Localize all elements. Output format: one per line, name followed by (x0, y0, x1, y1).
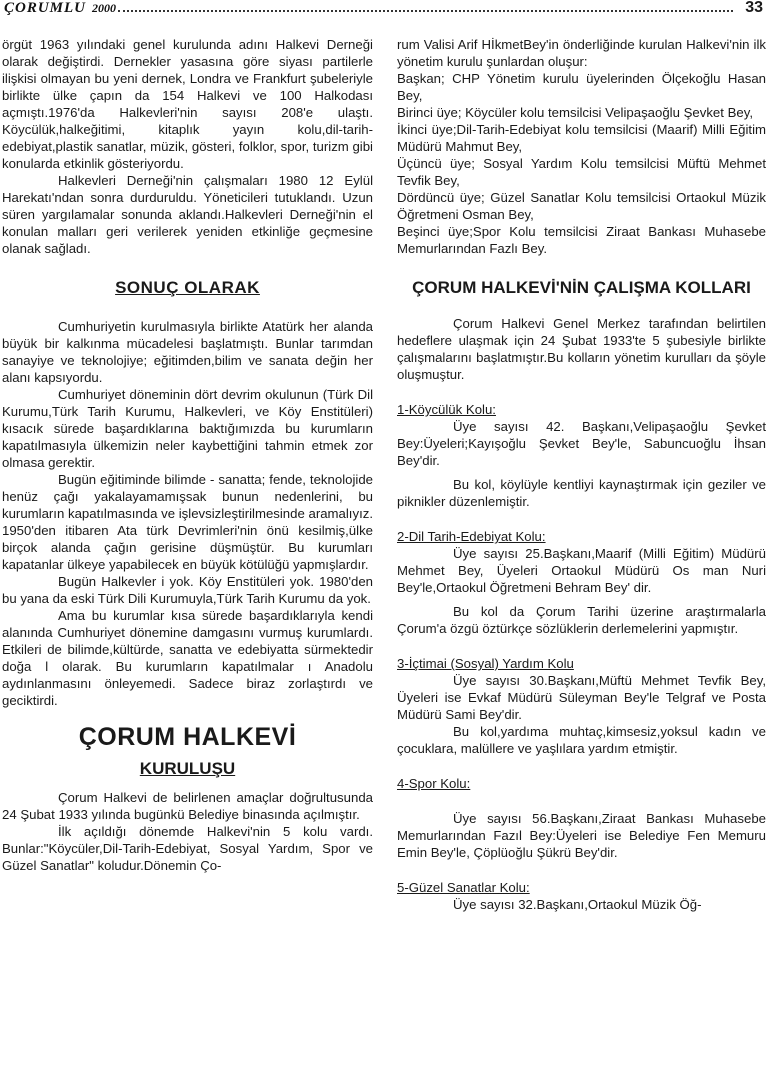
magazine-brand (4, 0, 116, 17)
board-member: Üçüncü üye; Sosyal Yardım Kolu temsilcisi Müftü Mehmet Tevfik Bey, (397, 156, 766, 188)
brand-year: 2000 (92, 1, 117, 15)
section-heading-kurulusu: KURULUŞU (139, 759, 236, 778)
subheading-guzel-sanatlar: 5-Güzel Sanatlar Kolu: (397, 880, 530, 895)
board-member: Dördüncü üye; Güzel Sanatlar Kolu temsilcisi Ortaokul Müzik Öğretmeni Osman Bey, (397, 190, 766, 222)
paragraph: Cumhuriyet döneminin dört devrim okulunun (Türk Dil Kurumu,Türk Tarih Kurumu, Halkevleri, ve Köy Enstitüleri) kısacık sürede başardıklarına baktığımızda bu kurumların kapatılmasıyla ülkemizin neler kaybettiğini tahmin etmek zor olmasa gerektir. (2, 387, 373, 470)
paragraph: Bugün eğitiminde bilimde - sanatta; fende, teknolojide henüz çağı yakalayamamışsak bunun nedenlerini, bu kurumların kapatılmasında ve işlevsizleştirilmesinde aramalıyız. 1950'den itibaren Ata türk Devrimleri'nin önü kesilmiş,ülke birçok alanda çağın gerisine düşmüştür. Bu kurumları kapatanlar ülkeye yapabilecek en büyük kötülüğü yapmışlardır. (2, 472, 373, 572)
brand-name: ÇORUMLU (4, 0, 87, 16)
subheading-sosyal-yardim: 3-İçtimai (Sosyal) Yardım Kolu (397, 656, 574, 671)
right-column (397, 36, 766, 913)
board-member: Beşinci üye;Spor Kolu temsilcisi Ziraat Bankası Muhasebe Memurlarından Fazlı Bey. (397, 224, 766, 256)
paragraph: Üye sayısı 30.Başkanı,Müftü Mehmet Tevfik Bey, Üyeleri ise Evkaf Müdürü Süleyman Bey'le Telgraf ve Posta Müdürü Sami Bey'dir. (397, 673, 766, 722)
section-heading-corum-halkevi: ÇORUM HALKEVİ (78, 723, 297, 751)
paragraph: örgüt 1963 yılındaki genel kurulunda adını Halkevi Derneği olarak değiştirdi. Dernekler yasasına göre siyası partilerle ilişkisi olmayan bu yeni dernek, Londra ve Frankfurt şubeleriyle birlikte ülke çapın da 154 Halkevi ve 100 Halkodası açmıştı.1976'da Halkevleri'nin sayısı 208'e ulaştı. Köycülük,halkeğitimi, kitaplık yayın kolu,dil-tarih-edebiyat,plastik sanatlar, müzik, gösteri, folklor, spor, turizm gibi konularda etkinlik gösteriyordu. (2, 37, 373, 171)
paragraph: Bu kol da Çorum Tarihi üzerine araştırmalarla Çorum'a özgü öztürkçe sözlüklerin derlemelerini yapmıştır. (397, 604, 766, 636)
paragraph: Cumhuriyetin kurulmasıyla birlikte Atatürk her alanda büyük bir kalkınma mücadelesi başlatmıştı. Bunlar tarımdan sanayiye ve teknolojiye; eğitimden,bilim ve sanata değin her alanı kapsıyordu. (2, 319, 373, 385)
board-member: Birinci üye; Köycüler kolu temsilcisi Velipaşaoğlu Şevket Bey, (397, 105, 753, 120)
paragraph: Üye sayısı 32.Başkanı,Ortaokul Müzik Öğ- (453, 897, 702, 912)
board-member: Başkan; CHP Yönetim kurulu üyelerinden Ölçekoğlu Hasan Bey, (397, 71, 766, 103)
paragraph: Ama bu kurumlar kısa sürede başardıklarıyla kendi alanında Cumhuriyet dönemine damgasını vurmuş kurumlardı. Etkileri de bilimde,kültürde, sanatta ve edebiyatta sürmektedir doğa l olarak. Bu kurumların kapatılmalar ı Anadolu aydınlanmasını önleyemedi. Sadece biraz zorlaştırdı ve geciktirdi. (2, 608, 373, 708)
section-heading-calisma-kollari: ÇORUM HALKEVİ'NİN ÇALIŞMA KOLLARI (412, 278, 751, 297)
section-heading-sonuc: SONUÇ OLARAK (115, 278, 260, 297)
paragraph: Bugün Halkevler i yok. Köy Enstitüleri yok. 1980'den bu yana da eski Türk Dili Kurumuyla,Türk Tarih Kurumu da yok. (2, 574, 373, 606)
paragraph: Üye sayısı 25.Başkanı,Maarif (Milli Eğitim) Müdürü Mehmet Bey, Üyeleri Ortaokul Müdürü Os man Nuri Bey'le,Ortaokul Öğretmeni Behram Bey' dir. (397, 546, 766, 595)
page-header (0, 0, 769, 20)
page-number: 33 (745, 0, 763, 16)
subheading-koyculuk: 1-Köycülük Kolu: (397, 402, 496, 417)
paragraph: İlk açıldığı dönemde Halkevi'nin 5 kolu vardı. Bunlar:"Köycüler,Dil-Tarih-Edebiyat, Sosyal Yardım, Spor ve Güzel Sanatlar" koludur.Dönemin Ço- (2, 824, 373, 873)
paragraph: Bu kol,yardıma muhtaç,kimsesiz,yoksul kadın ve çocuklara, malüllere ve yaşlılara yardım etmiştir. (397, 724, 766, 756)
board-member: İkinci üye;Dil-Tarih-Edebiyat kolu temsilcisi (Maarif) Milli Eğitim Müdürü Mahmut Bey, (397, 122, 766, 154)
paragraph: Üye sayısı 56.Başkanı,Ziraat Bankası Muhasebe Memurlarından Fazıl Bey:Üyeleri ise Belediye Fen Memuru Emin Bey'le, Çöplüoğlu Şükrü Bey'dir. (397, 811, 766, 860)
subheading-dil-tarih: 2-Dil Tarih-Edebiyat Kolu: (397, 529, 546, 544)
left-column (2, 36, 373, 874)
paragraph: Bu kol, köylüyle kentliyi kaynaştırmak için geziler ve piknikler düzenlemiştir. (397, 477, 766, 509)
paragraph: Halkevleri Derneği'nin çalışmaları 1980 12 Eylül Harekatı'ndan sonra durduruldu. Yöneticileri tutuklandı. Uzun süren yargılamalar sonunda aklandı.Halkevleri Derneği'nin el konulan malları geri verilerek yeniden etkinliğe geçmesine olanak sağladı. (2, 173, 373, 256)
paragraph: Üye sayısı 42. Başkanı,Velipaşaoğlu Şevket Bey:Üyeleri;Kayışoğlu Şevket Bey'le, Sabuncuoğlu İhsan Bey'dir. (397, 419, 766, 468)
paragraph: Çorum Halkevi Genel Merkez tarafından belirtilen hedeflere ulaşmak için 24 Şubat 1933'te 5 şubesiyle birlikte çalışmalarını başlatmıştır.Bu kolların yönetim kurulları da şöyle oluşmuştur. (397, 316, 766, 382)
subheading-spor: 4-Spor Kolu: (397, 776, 471, 791)
paragraph: Çorum Halkevi de belirlenen amaçlar doğrultusunda 24 Şubat 1933 yılında bugünkü Belediye binasında açılmıştır. (2, 790, 373, 822)
paragraph: rum Valisi Arif HİkmetBey'in önderliğinde kurulan Halkevi'nin ilk yönetim kurulu şunlardan oluşur: (397, 37, 766, 69)
header-divider (118, 10, 733, 12)
